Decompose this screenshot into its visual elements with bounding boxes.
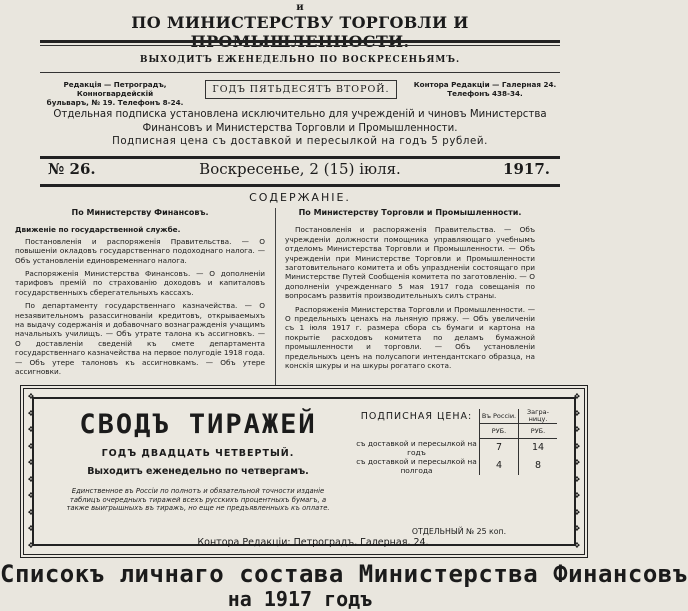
issue-date: Воскресенье, 2 (15) іюля. <box>199 160 401 178</box>
unit-label: РУБ. <box>480 424 519 439</box>
contents-paragraph: Распоряженія Министерства Финансовъ. — О дополненіи тарифовъ премій по страхованію доходовъ и капиталовъ государственныхъ сберегательныхъ кассахъ. <box>15 269 265 297</box>
column-divider <box>275 208 276 388</box>
masthead-prefix: и <box>296 2 304 13</box>
price-abroad: 14 <box>519 439 558 457</box>
issue-year: 1917. <box>503 160 550 178</box>
price-table <box>354 409 557 475</box>
advertisement-box <box>20 385 588 558</box>
advertisement-title: СВОДЪ ТИРАЖЕЙ <box>79 409 317 440</box>
publication-frequency: ВЫХОДИТЪ ЕЖЕНЕДЕЛЬНО ПО ВОСКРЕСЕНЬЯМЪ. <box>139 55 461 65</box>
contents-column-finance <box>15 208 265 381</box>
rule <box>40 184 560 187</box>
contents-paragraph: Постановленія и распоряженія Правительства. — О повышеніи окладовъ государственнаго подоходнаго налога. — Объ установленіи единовременнаго налога. <box>15 236 265 265</box>
section-title: Движеніе по государственной службе. <box>15 225 181 235</box>
rule <box>40 72 560 73</box>
rule <box>40 45 560 46</box>
rule <box>40 156 560 159</box>
advertisement-frame <box>32 397 576 546</box>
contents-paragraph: По департаменту государственнаго казначейства. — О незаявительномъ разассигнованіи кредитовъ, открываемыхъ на выдачу содержанія и добавочнаго вознагражденія учащимъ начальныхъ училищъ. — Объ утрате талона къ ассигновкъ. — О доставленіи сведеній къ смете департамента государственнаго казначейства на первое полугодіе 1918 года. — Объ утере талоновъ къ ассигновкамъ. — Объ утере ассигновки. <box>15 301 265 377</box>
single-issue-price: ОТДЕЛЬНЫЙ № 25 коп. <box>411 527 507 536</box>
border-ornament: ❖ ❖ ❖ ❖ ❖ ❖ ❖ ❖ ❖ ❖ <box>573 392 581 550</box>
price-title: ПОДПИСНАЯ ЦЕНА: <box>360 410 473 422</box>
subscription-notice: Отдельная подписка установлена исключительно для учрежденій и чиновъ Министерства Финансовъ и Министерства Торговли и Промышленности. Подписная цена съ доставкой и пересылкой на годъ 5 рублей. <box>50 108 550 149</box>
publication-year: ГОДЪ ПЯТЬДЕСЯТЪ ВТОРОЙ. <box>205 80 397 99</box>
border-ornament: ❖ ❖ ❖ ❖ ❖ ❖ ❖ ❖ ❖ ❖ <box>27 392 35 550</box>
editorial-address: Редакція — Петроградъ, Конногвардейскій бульваръ, № 19. Телефонъ 8-24. <box>46 80 184 107</box>
contents-paragraph: Распоряженія Министерства Торговли и Промышленности. — О предельныхъ ценахъ на льняную пряжу. — Объ увеличеніи съ 1 іюля 1917 г. размера сбора съ бумаги и картона на покрытіе расходовъ комитета по деламъ бумажной промышленности и торговли. — Объ установленіи предельныхъ ценъ на полусапоги интендантскаго образца, на конскія шкуры и на шкуры рогатаго скота. <box>285 304 535 371</box>
price-russia: 4 <box>480 457 519 475</box>
advertisement-office-address: Контора Редакціи: Петроградъ, Галерная, 24. <box>197 537 429 548</box>
column-header-russia: Въ Россіи. <box>480 409 519 424</box>
price-row-label: съ доставкой и пересылкой на полгода <box>356 456 477 475</box>
issue-line <box>40 160 560 182</box>
masthead-info-row <box>40 78 560 108</box>
price-russia: 7 <box>480 439 519 457</box>
department-heading: По Министерству Торговли и Промышленности. <box>298 208 522 217</box>
advertisement-year: ГОДЪ ДВАДЦАТЬ ЧЕТВЕРТЫЙ. <box>101 448 295 459</box>
bottom-heading: Списокъ личнаго состава Министерства Финансовъ <box>0 560 688 588</box>
issue-number: № 26. <box>48 160 96 178</box>
bottom-subheading: на 1917 годъ <box>227 587 373 611</box>
rule <box>40 40 560 43</box>
office-address: Контора Редакціи — Галерная 24. Телефонъ 438-34. <box>413 80 557 98</box>
masthead-title: ПО МИНИСТЕРСТВУ ТОРГОВЛИ И ПРОМЫШЛЕННОСТИ. <box>131 13 469 51</box>
price-abroad: 8 <box>519 457 558 475</box>
subscription-price: Подписная цена съ доставкой и пересылкой на годъ 5 рублей. <box>112 136 488 147</box>
price-row-label: съ доставкой и пересылкой на годъ <box>356 438 477 457</box>
column-header-abroad: Загра-ницу. <box>519 409 558 424</box>
advertisement-description: Единственное въ Россіи по полнотъ и обязательной точности изданіе таблицъ очередныхъ тиражей всехъ русскихъ процентныхъ бумагъ, а также выигрышныхъ въ тиражъ, но еще не предъявленныхъ къ оплате. <box>66 487 330 513</box>
advertisement-frequency: Выходитъ еженедельно по четвергамъ. <box>87 466 309 477</box>
contents-title: СОДЕРЖАНІЕ. <box>249 191 351 204</box>
unit-label: РУБ. <box>519 424 558 439</box>
contents-column-trade <box>285 208 535 375</box>
department-heading: По Министерству Финансовъ. <box>71 208 209 217</box>
contents-paragraph: Постановленія и распоряженія Правительства. — Объ учрежденіи должности помощника управляющаго учебнымъ отделомъ Министерства Торговли и Промышленности. — Объ учрежденіи при Министерстве Торговли и Промышленности заготовительнаго комитета и объ упраздненіи состоящаго при Министерстве Путей Сообщенія комитета по заготовленію. — О дополненіи учрежденнаго 5 мая 1917 года совещанія по вопросамъ развитія производительныхъ силъ страны. <box>285 225 535 301</box>
